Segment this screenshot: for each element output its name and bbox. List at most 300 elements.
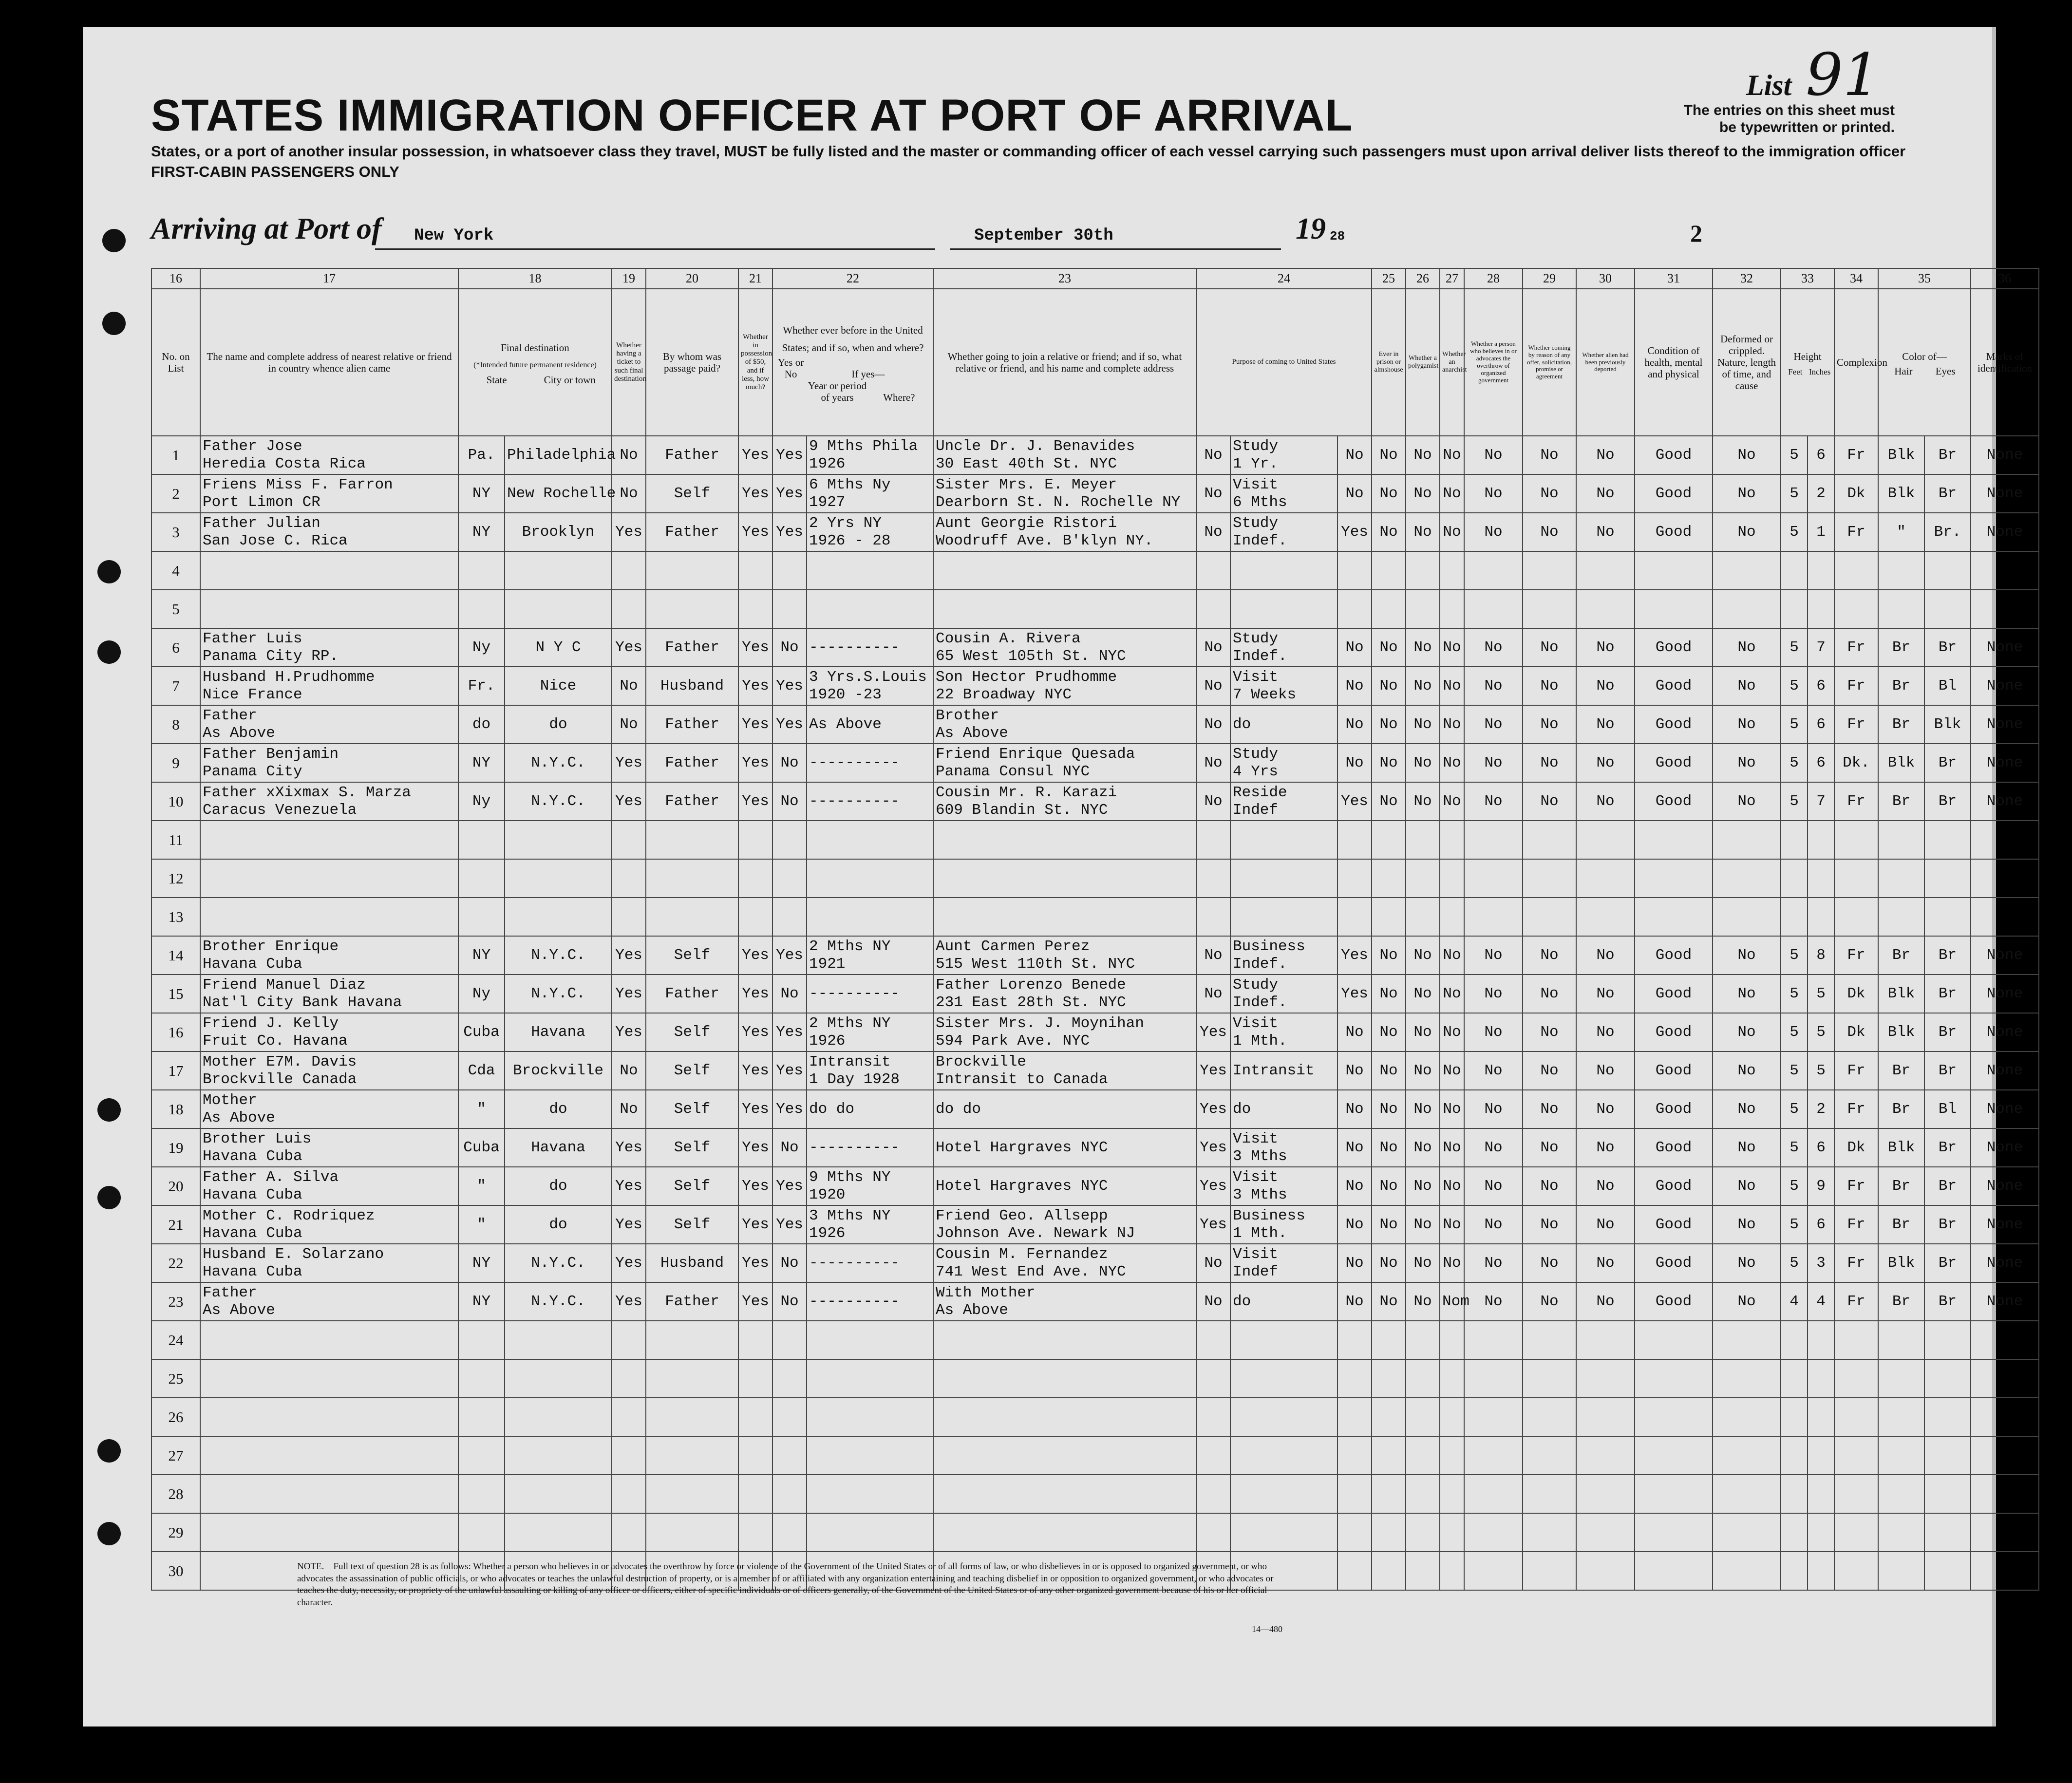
header-height-label: Height bbox=[1793, 350, 1822, 362]
cell-q29: No bbox=[1523, 667, 1576, 705]
cell-purpose-1: No bbox=[1196, 975, 1230, 1013]
cell-relative-line-1: Husband H.Prudhomme bbox=[203, 668, 375, 686]
cell-purpose bbox=[1230, 551, 1337, 590]
cell-period bbox=[807, 975, 933, 1013]
cell-eyes bbox=[1924, 1321, 1971, 1359]
cell-before bbox=[772, 1398, 807, 1436]
cell-ft bbox=[1781, 590, 1808, 628]
cell-marks: None bbox=[1971, 436, 2039, 474]
cell-purpose-4: No bbox=[1337, 1282, 1372, 1321]
cell-state bbox=[458, 1359, 505, 1398]
cell-health: Good bbox=[1635, 474, 1713, 513]
table-row bbox=[151, 1167, 2039, 1205]
binding-hole bbox=[97, 560, 121, 583]
cell-q30 bbox=[1576, 1513, 1635, 1552]
cell-purpose-4: No bbox=[1337, 436, 1372, 474]
cell-no: 10 bbox=[151, 782, 200, 821]
date-value: September 30th bbox=[974, 226, 1113, 245]
cell-state: NY bbox=[458, 1282, 505, 1321]
cell-anarch: No bbox=[1440, 436, 1464, 474]
cell-q28 bbox=[1464, 1475, 1523, 1513]
cell-q28 bbox=[1464, 1436, 1523, 1475]
cell-paid: Father bbox=[646, 1282, 738, 1321]
cell-prison bbox=[1372, 590, 1406, 628]
cell-period bbox=[807, 667, 933, 705]
cell-before bbox=[772, 590, 807, 628]
cell-ft bbox=[1781, 1475, 1808, 1513]
cell-relative-line-2: Havana Cuba bbox=[203, 1186, 302, 1203]
col-number: 22 bbox=[772, 268, 933, 289]
header-city: City or town bbox=[544, 374, 596, 386]
cell-eyes: Br. bbox=[1924, 513, 1971, 551]
cell-purpose bbox=[1230, 936, 1337, 975]
cell-relative-line-1: Father Julian bbox=[203, 514, 320, 532]
cell-q30: No bbox=[1576, 436, 1635, 474]
cell-poly bbox=[1406, 590, 1440, 628]
cell-health bbox=[1635, 1475, 1713, 1513]
cell-join-line-1: Sister Mrs. E. Meyer bbox=[936, 476, 1117, 493]
cell-health: Good bbox=[1635, 1167, 1713, 1205]
cell-purpose bbox=[1230, 1128, 1337, 1167]
cell-no: 26 bbox=[151, 1398, 200, 1436]
cell-purpose-line-2: Indef. bbox=[1233, 994, 1287, 1011]
cell-join bbox=[933, 936, 1196, 975]
cell-join-line-1: Cousin A. Rivera bbox=[936, 630, 1081, 647]
cell-money: Yes bbox=[738, 1051, 772, 1090]
cell-purpose bbox=[1230, 1013, 1337, 1051]
cell-hair: Br bbox=[1878, 936, 1924, 975]
cell-period-line-1: Intransit bbox=[809, 1053, 891, 1070]
cell-purpose-4 bbox=[1337, 898, 1372, 936]
cell-before bbox=[772, 1359, 807, 1398]
cell-period-line-2: 1926 bbox=[809, 1032, 846, 1050]
cell-purpose-4: No bbox=[1337, 474, 1372, 513]
manifest-sheet bbox=[83, 27, 2032, 1727]
cell-relative-line-1: Husband E. Solarzano bbox=[203, 1245, 384, 1263]
cell-money: Yes bbox=[738, 975, 772, 1013]
cell-poly: No bbox=[1406, 1090, 1440, 1128]
cell-purpose bbox=[1230, 1090, 1337, 1128]
cell-anarch bbox=[1440, 590, 1464, 628]
cell-ticket: Yes bbox=[612, 1205, 646, 1244]
cell-poly: No bbox=[1406, 1128, 1440, 1167]
cell-purpose bbox=[1230, 1398, 1337, 1436]
cell-q29: No bbox=[1523, 744, 1576, 782]
table-row bbox=[151, 705, 2039, 744]
cell-health bbox=[1635, 1513, 1713, 1552]
header-where: Where? bbox=[883, 392, 915, 404]
cell-before: Yes bbox=[772, 705, 807, 744]
col-number: 17 bbox=[200, 268, 458, 289]
cell-prison: No bbox=[1372, 705, 1406, 744]
cell-money bbox=[738, 1398, 772, 1436]
cell-prison: No bbox=[1372, 1282, 1406, 1321]
cell-ft: 5 bbox=[1781, 1167, 1808, 1205]
cell-state: do bbox=[458, 705, 505, 744]
cell-no: 22 bbox=[151, 1244, 200, 1282]
cell-health: Good bbox=[1635, 782, 1713, 821]
cell-health: Good bbox=[1635, 628, 1713, 667]
cell-in: 6 bbox=[1808, 1128, 1834, 1167]
cell-poly bbox=[1406, 1475, 1440, 1513]
cell-ft: 5 bbox=[1781, 744, 1808, 782]
cell-ft: 4 bbox=[1781, 1282, 1808, 1321]
cell-health: Good bbox=[1635, 436, 1713, 474]
cell-period-line-2: ---------- bbox=[809, 754, 900, 771]
cell-purpose-4 bbox=[1337, 1436, 1372, 1475]
cell-relative bbox=[200, 1436, 458, 1475]
col-number: 29 bbox=[1523, 268, 1576, 289]
cell-q28: No bbox=[1464, 436, 1523, 474]
col-number: 34 bbox=[1834, 268, 1878, 289]
cell-relative bbox=[200, 1167, 458, 1205]
cell-marks: None bbox=[1971, 936, 2039, 975]
col-number: 31 bbox=[1635, 268, 1713, 289]
cell-city: do bbox=[505, 1090, 612, 1128]
cell-city bbox=[505, 1513, 612, 1552]
cell-in: 6 bbox=[1808, 667, 1834, 705]
cell-state: " bbox=[458, 1167, 505, 1205]
cell-ticket: No bbox=[612, 436, 646, 474]
cell-join bbox=[933, 1398, 1196, 1436]
cell-purpose bbox=[1230, 975, 1337, 1013]
cell-state: NY bbox=[458, 1244, 505, 1282]
header-yes-no: Yes or No bbox=[777, 356, 804, 380]
cell-join bbox=[933, 1475, 1196, 1513]
cell-deformed: No bbox=[1713, 667, 1781, 705]
cell-prison bbox=[1372, 1552, 1406, 1590]
instructions-line: States, or a port of another insular possession, in whatsoever class they travel, MUST be fully listed and the master or commanding officer of each vessel carrying such passengers must upon arrival deliver lists thereof to the immigration officer bbox=[151, 143, 1906, 160]
cell-state: NY bbox=[458, 744, 505, 782]
cell-deformed: No bbox=[1713, 436, 1781, 474]
col-number: 25 bbox=[1372, 268, 1406, 289]
cell-eyes bbox=[1924, 1475, 1971, 1513]
cell-eyes: Br bbox=[1924, 628, 1971, 667]
cell-anarch: No bbox=[1440, 628, 1464, 667]
cell-state bbox=[458, 1513, 505, 1552]
cell-prison bbox=[1372, 1398, 1406, 1436]
cell-purpose-1: No bbox=[1196, 474, 1230, 513]
cell-join bbox=[933, 436, 1196, 474]
cell-purpose bbox=[1230, 513, 1337, 551]
cell-no: 25 bbox=[151, 1359, 200, 1398]
cell-q28 bbox=[1464, 1398, 1523, 1436]
cell-q29 bbox=[1523, 1398, 1576, 1436]
cell-q30: No bbox=[1576, 667, 1635, 705]
port-underline bbox=[375, 248, 935, 250]
col-number: 18 bbox=[458, 268, 612, 289]
cell-relative-line-2: As Above bbox=[203, 1301, 275, 1319]
cell-hair: Blk bbox=[1878, 1244, 1924, 1282]
cell-deformed bbox=[1713, 1321, 1781, 1359]
cell-money: Yes bbox=[738, 628, 772, 667]
cell-purpose-4: Yes bbox=[1337, 513, 1372, 551]
cell-in bbox=[1808, 898, 1834, 936]
table-row bbox=[151, 898, 2039, 936]
cell-state bbox=[458, 821, 505, 859]
cell-join bbox=[933, 590, 1196, 628]
cell-purpose-4 bbox=[1337, 551, 1372, 590]
cell-q28: No bbox=[1464, 474, 1523, 513]
cell-in bbox=[1808, 1552, 1834, 1590]
cell-relative-line-2: Havana Cuba bbox=[203, 1147, 302, 1165]
cell-q30 bbox=[1576, 898, 1635, 936]
col-number: 21 bbox=[738, 268, 772, 289]
cell-health: Good bbox=[1635, 1090, 1713, 1128]
cell-prison: No bbox=[1372, 782, 1406, 821]
cell-deformed bbox=[1713, 898, 1781, 936]
cell-city bbox=[505, 859, 612, 898]
cell-paid: Self bbox=[646, 1090, 738, 1128]
cell-period bbox=[807, 1090, 933, 1128]
cell-q28: No bbox=[1464, 1051, 1523, 1090]
cell-no: 7 bbox=[151, 667, 200, 705]
cell-ft bbox=[1781, 1436, 1808, 1475]
cell-purpose bbox=[1230, 1513, 1337, 1552]
cell-prison: No bbox=[1372, 474, 1406, 513]
cell-ft: 5 bbox=[1781, 1051, 1808, 1090]
cell-purpose-line-2: do bbox=[1233, 715, 1251, 733]
cell-money: Yes bbox=[738, 513, 772, 551]
binding-hole bbox=[97, 1186, 121, 1209]
cell-relative-line-1: Father bbox=[203, 1284, 257, 1301]
cell-purpose-1 bbox=[1196, 590, 1230, 628]
cell-purpose-1 bbox=[1196, 1475, 1230, 1513]
cell-join-line-2: 231 East 28th St. NYC bbox=[936, 994, 1126, 1011]
table-row bbox=[151, 782, 2039, 821]
cell-q28: No bbox=[1464, 705, 1523, 744]
cell-city bbox=[505, 1475, 612, 1513]
cell-q28 bbox=[1464, 859, 1523, 898]
cell-relative bbox=[200, 744, 458, 782]
cell-deformed: No bbox=[1713, 1090, 1781, 1128]
cell-in bbox=[1808, 1475, 1834, 1513]
cell-paid: Father bbox=[646, 782, 738, 821]
cell-ticket: No bbox=[612, 1090, 646, 1128]
cell-purpose-4: No bbox=[1337, 1051, 1372, 1090]
cell-join-line-1: Uncle Dr. J. Benavides bbox=[936, 437, 1135, 455]
cell-ft: 5 bbox=[1781, 474, 1808, 513]
cell-city: N.Y.C. bbox=[505, 782, 612, 821]
cell-paid: Self bbox=[646, 1051, 738, 1090]
cell-compl: Dk bbox=[1834, 1128, 1878, 1167]
cell-money bbox=[738, 1321, 772, 1359]
cell-city: do bbox=[505, 705, 612, 744]
cell-period-line-1: 3 Mths NY bbox=[809, 1207, 891, 1224]
cell-poly: No bbox=[1406, 1282, 1440, 1321]
table-row bbox=[151, 821, 2039, 859]
cell-prison bbox=[1372, 1436, 1406, 1475]
cell-compl: Fr bbox=[1834, 1167, 1878, 1205]
cell-poly: No bbox=[1406, 975, 1440, 1013]
cell-paid: Husband bbox=[646, 1244, 738, 1282]
cell-period-line-1: 6 Mths Ny bbox=[809, 476, 891, 493]
cell-join bbox=[933, 782, 1196, 821]
cell-ft bbox=[1781, 898, 1808, 936]
cell-join bbox=[933, 744, 1196, 782]
cell-period bbox=[807, 1321, 933, 1359]
cell-join bbox=[933, 1167, 1196, 1205]
cell-prison: No bbox=[1372, 1244, 1406, 1282]
cell-before: No bbox=[772, 975, 807, 1013]
cell-in: 2 bbox=[1808, 474, 1834, 513]
cell-ticket: Yes bbox=[612, 1013, 646, 1051]
col-number: 33 bbox=[1781, 268, 1834, 289]
cell-q28 bbox=[1464, 1552, 1523, 1590]
cell-purpose-1 bbox=[1196, 898, 1230, 936]
cell-hair bbox=[1878, 1398, 1924, 1436]
list-number: 91 bbox=[1806, 41, 1880, 109]
cell-prison: No bbox=[1372, 936, 1406, 975]
cell-poly: No bbox=[1406, 705, 1440, 744]
cell-purpose-4 bbox=[1337, 821, 1372, 859]
cell-q29 bbox=[1523, 1359, 1576, 1398]
cell-anarch: No bbox=[1440, 474, 1464, 513]
cell-join-line-1: Brockville bbox=[936, 1053, 1027, 1070]
cell-deformed bbox=[1713, 1552, 1781, 1590]
cell-eyes: Br bbox=[1924, 936, 1971, 975]
cell-q29 bbox=[1523, 1552, 1576, 1590]
cell-eyes: Br bbox=[1924, 1013, 1971, 1051]
cell-marks bbox=[1971, 1552, 2039, 1590]
cell-eyes: Blk bbox=[1924, 705, 1971, 744]
cell-paid: Husband bbox=[646, 667, 738, 705]
cell-poly bbox=[1406, 1513, 1440, 1552]
cell-q30 bbox=[1576, 821, 1635, 859]
cell-ft: 5 bbox=[1781, 936, 1808, 975]
cell-q28: No bbox=[1464, 1013, 1523, 1051]
cell-money bbox=[738, 1513, 772, 1552]
cell-purpose-1: No bbox=[1196, 705, 1230, 744]
cell-before: Yes bbox=[772, 667, 807, 705]
table-row bbox=[151, 1513, 2039, 1552]
col-number: 24 bbox=[1196, 268, 1372, 289]
cell-relative bbox=[200, 1282, 458, 1321]
header-no-on-list: No. on List bbox=[151, 289, 200, 436]
cell-no: 24 bbox=[151, 1321, 200, 1359]
cell-ticket: Yes bbox=[612, 1244, 646, 1282]
cell-state bbox=[458, 1475, 505, 1513]
table-row bbox=[151, 436, 2039, 474]
cell-relative bbox=[200, 1128, 458, 1167]
cell-anarch bbox=[1440, 898, 1464, 936]
cell-money: Yes bbox=[738, 1090, 772, 1128]
cell-state: Ny bbox=[458, 628, 505, 667]
cell-anarch: No bbox=[1440, 667, 1464, 705]
header-hair: Hair bbox=[1894, 365, 1913, 377]
cell-q29 bbox=[1523, 551, 1576, 590]
cell-join-line-2: 65 West 105th St. NYC bbox=[936, 647, 1126, 665]
cell-ft: 5 bbox=[1781, 782, 1808, 821]
cell-paid: Self bbox=[646, 1205, 738, 1244]
header-inches: Inches bbox=[1808, 367, 1831, 376]
cell-relative-line-1: Mother E7M. Davis bbox=[203, 1053, 357, 1070]
cell-deformed bbox=[1713, 1359, 1781, 1398]
cell-relative-line-1: Father xXixmax S. Marza bbox=[203, 784, 411, 801]
cell-city: N.Y.C. bbox=[505, 1244, 612, 1282]
cell-period bbox=[807, 1398, 933, 1436]
cell-money: Yes bbox=[738, 1244, 772, 1282]
cell-deformed: No bbox=[1713, 513, 1781, 551]
cell-q28: No bbox=[1464, 975, 1523, 1013]
cell-paid: Father bbox=[646, 628, 738, 667]
cell-anarch bbox=[1440, 1513, 1464, 1552]
cell-in: 8 bbox=[1808, 936, 1834, 975]
cell-q30: No bbox=[1576, 744, 1635, 782]
header-color bbox=[1878, 289, 1971, 436]
cell-purpose-line-1: Visit bbox=[1233, 1245, 1279, 1263]
cell-join-line-1: Son Hector Prudhomme bbox=[936, 668, 1117, 686]
cell-poly bbox=[1406, 1398, 1440, 1436]
cell-purpose bbox=[1230, 898, 1337, 936]
cell-q29: No bbox=[1523, 1013, 1576, 1051]
cell-q28 bbox=[1464, 551, 1523, 590]
cell-period-line-2: ---------- bbox=[809, 792, 900, 810]
cell-q29: No bbox=[1523, 936, 1576, 975]
cell-q28: No bbox=[1464, 1282, 1523, 1321]
cell-q29 bbox=[1523, 821, 1576, 859]
cell-join-line-2: As Above bbox=[936, 1301, 1008, 1319]
cell-purpose-line-1: Reside bbox=[1233, 784, 1287, 801]
header-color-label: Color of— bbox=[1902, 350, 1947, 362]
cell-no: 19 bbox=[151, 1128, 200, 1167]
cell-join bbox=[933, 1244, 1196, 1282]
cell-marks bbox=[1971, 1359, 2039, 1398]
cell-no: 15 bbox=[151, 975, 200, 1013]
cell-state: NY bbox=[458, 936, 505, 975]
table-row bbox=[151, 1475, 2039, 1513]
cell-q29: No bbox=[1523, 1244, 1576, 1282]
cell-eyes: Br bbox=[1924, 1205, 1971, 1244]
cell-hair bbox=[1878, 1552, 1924, 1590]
cell-purpose-line-2: 3 Mths bbox=[1233, 1147, 1287, 1165]
cell-relative bbox=[200, 1205, 458, 1244]
cell-period bbox=[807, 1436, 933, 1475]
cell-eyes: Br bbox=[1924, 1244, 1971, 1282]
header-passage-paid: By whom was passage paid? bbox=[646, 289, 738, 436]
cell-compl bbox=[1834, 1436, 1878, 1475]
cell-anarch bbox=[1440, 859, 1464, 898]
cell-period bbox=[807, 551, 933, 590]
cell-eyes: Br bbox=[1924, 1282, 1971, 1321]
port-value: New York bbox=[414, 226, 494, 245]
cell-q30: No bbox=[1576, 936, 1635, 975]
cell-prison bbox=[1372, 1321, 1406, 1359]
cell-state: " bbox=[458, 1090, 505, 1128]
cell-q30 bbox=[1576, 551, 1635, 590]
cell-no: 16 bbox=[151, 1013, 200, 1051]
cell-ft: 5 bbox=[1781, 1090, 1808, 1128]
first-cabin-label: FIRST-CABIN PASSENGERS ONLY bbox=[151, 163, 399, 180]
cell-eyes: Br bbox=[1924, 975, 1971, 1013]
cell-period-line-1: 9 Mths NY bbox=[809, 1168, 891, 1186]
cell-paid bbox=[646, 821, 738, 859]
cell-q29: No bbox=[1523, 1205, 1576, 1244]
cell-purpose-4: No bbox=[1337, 1013, 1372, 1051]
cell-prison bbox=[1372, 898, 1406, 936]
cell-anarch: No bbox=[1440, 1013, 1464, 1051]
cell-join-line-2: do do bbox=[936, 1100, 981, 1118]
cell-hair: Blk bbox=[1878, 436, 1924, 474]
cell-period-line-2: 1 Day 1928 bbox=[809, 1070, 900, 1088]
column-number-row bbox=[151, 268, 2039, 289]
cell-ticket bbox=[612, 1436, 646, 1475]
cell-deformed bbox=[1713, 551, 1781, 590]
cell-purpose-4: No bbox=[1337, 705, 1372, 744]
cell-paid bbox=[646, 859, 738, 898]
header-if-yes: If yes— bbox=[851, 368, 885, 380]
cell-purpose bbox=[1230, 1436, 1337, 1475]
